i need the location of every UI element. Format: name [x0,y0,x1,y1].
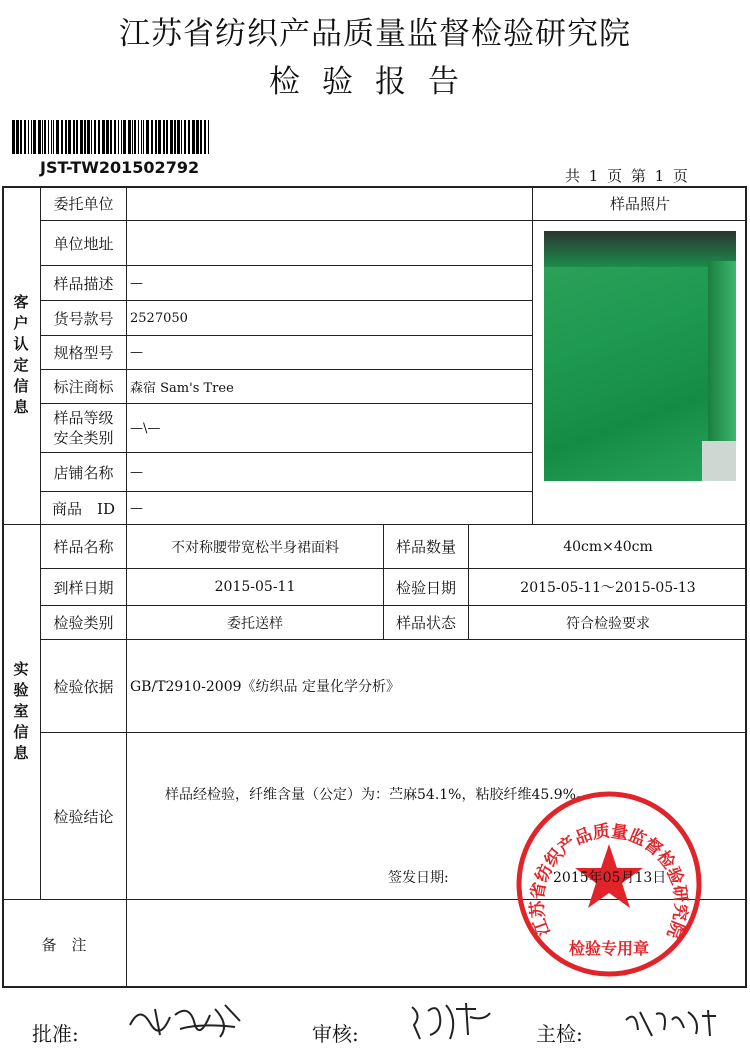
svg-text:检验专用章: 检验专用章 [568,939,650,958]
photo-label: 样品照片 [609,195,670,213]
client-row-value [127,221,532,265]
conclusion-label: 检验结论 [53,807,114,826]
client-row-label: 委托单位 [53,195,114,213]
reviewer-signature [400,995,510,1050]
basis: GB/T2910-2009《纺织品 定量化学分析》 [130,679,400,695]
test-type: 委托送样 [227,615,283,632]
report-number: JST-TW201502792 [40,158,200,177]
client-row-value: 森宿 Sam's Tree [130,381,234,396]
sample-name-label: 样品名称 [53,538,114,556]
client-row-label: 样品等级 安全类别 [53,409,114,447]
test-type-label: 检验类别 [53,614,114,632]
svg-text:江苏省纺织产品质量监督检验研究院: 江苏省纺织产品质量监督检验研究院 [527,821,691,942]
remarks-value [127,900,510,988]
client-row-value: — [130,500,143,516]
institute-name: 江苏省纺织产品质量监督检验研究院 [119,16,631,52]
sample-qty: 40cm×40cm [563,538,653,555]
lab-section-heading: 实 验 室 信 息 [13,660,29,762]
arrival-date-label: 到样日期 [53,578,114,597]
client-row-value [127,187,532,220]
test-date: 2015-05-11～2015-05-13 [520,580,696,596]
basis-label: 检验依据 [53,677,114,696]
conclusion-text: 样品经检验，纤维含量（公定）为：苎麻54.1%，粘胶纤维45.9%。 [165,787,590,803]
client-row-value: —\— [130,420,161,436]
remarks-label: 备 注 [41,935,87,954]
inspector-label: 主检: [536,1022,583,1046]
sample-state: 符合检验要求 [566,615,650,632]
test-date-label: 检验日期 [395,578,456,597]
sample-state-label: 样品状态 [395,614,456,632]
page-info: 共 1 页 第 1 页 [565,167,688,185]
client-row-value: — [130,275,143,291]
sample-photo [544,231,736,481]
issue-date-label: 签发日期: [388,870,449,886]
approve-label: 批准: [32,1022,79,1046]
sample-qty-label: 样品数量 [395,538,456,556]
client-section-heading: 客 户 认 定 信 息 [13,293,29,416]
inspector-signature [618,1000,728,1045]
issue-date: 2015年05月13日 [553,870,667,886]
client-row-label: 店铺名称 [53,463,114,482]
client-row-label: 标注商标 [53,378,114,396]
barcode [12,120,212,154]
client-row-label: 单位地址 [53,234,114,253]
client-row-value: 2527050 [130,310,188,326]
client-row-label: 商品 ID [52,499,115,518]
approver-signature [120,995,250,1045]
arrival-date: 2015-05-11 [214,579,296,595]
client-row-label: 规格型号 [53,344,114,362]
client-row-label: 货号款号 [53,309,114,328]
report-title: 检验报告 [269,64,481,100]
client-row-value: — [130,464,143,480]
client-row-label: 样品描述 [53,274,114,293]
sample-name: 不对称腰带宽松半身裙面料 [171,539,339,556]
client-row-value: — [130,345,143,360]
review-label: 审核: [312,1022,359,1046]
